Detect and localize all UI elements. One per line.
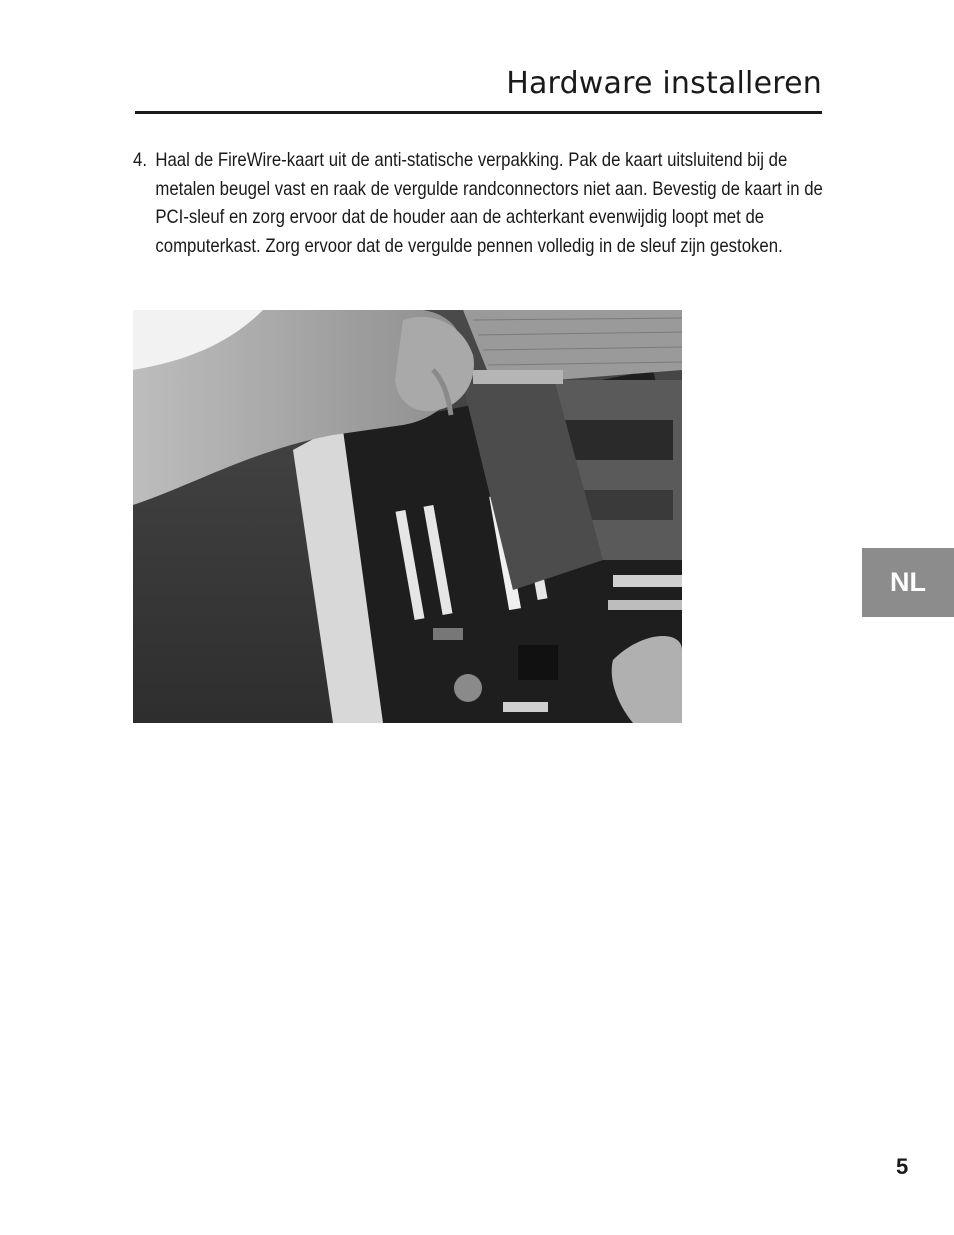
step-number: 4. (133, 149, 147, 171)
installation-photo (133, 310, 682, 723)
header-divider (135, 111, 822, 114)
step-text: Haal de FireWire-kaart uit de anti-statische verpakking. Pak de kaart uitsluitend bij de metalen beugel vast en raak de vergulde randconnectors niet aan. Bevestig de kaart in de PCI-sleuf en zorg ervoor dat de houder aan de achterkant evenwijdig loopt met de computerkast. Zorg ervoor dat de vergulde pennen volledig in de sleuf zijn gestoken. (155, 149, 823, 257)
page-number: 5 (896, 1154, 909, 1179)
page-title: Hardware installeren (506, 66, 822, 101)
language-tab: NL (862, 548, 954, 617)
instruction-step (133, 146, 823, 260)
chip (433, 628, 463, 640)
battery (454, 674, 482, 702)
chip (518, 645, 558, 680)
